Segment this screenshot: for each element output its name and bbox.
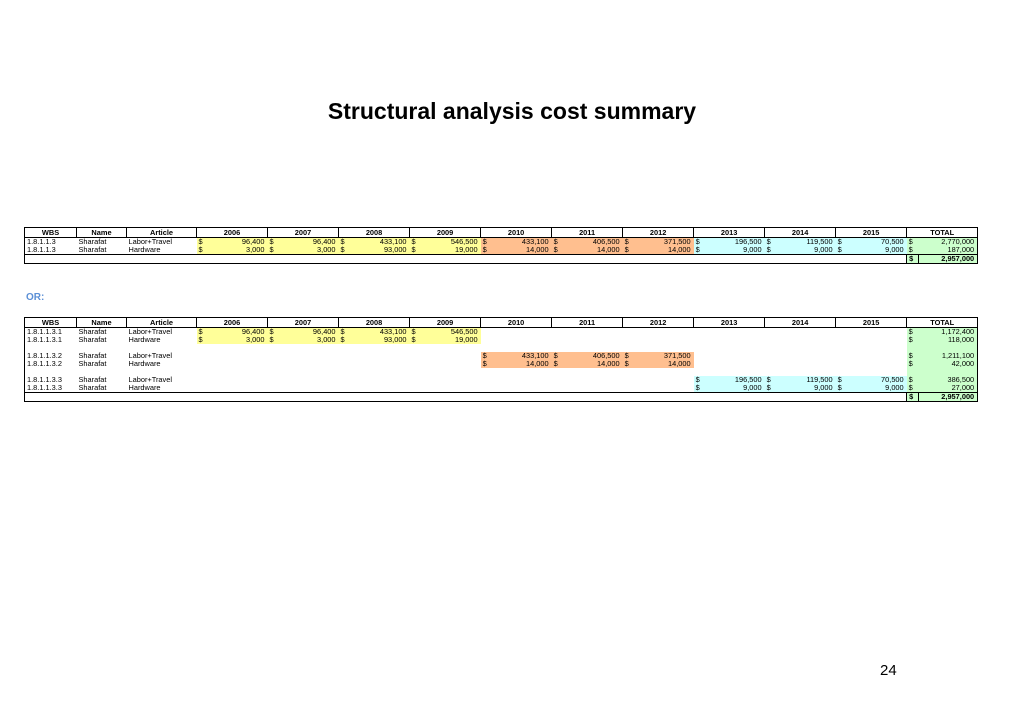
- article-cell: Labor+Travel: [128, 375, 172, 384]
- currency-cell: $: [268, 238, 280, 247]
- currency-cell: $: [694, 376, 706, 384]
- amount-cell: 9,000: [848, 384, 907, 393]
- currency-cell: $: [481, 360, 493, 368]
- currency-cell: $: [552, 238, 564, 247]
- amount-cell: 70,500: [848, 376, 907, 384]
- column-header: 2010: [481, 318, 552, 328]
- currency-cell: $: [907, 384, 919, 393]
- amount-cell: 9,000: [848, 246, 907, 255]
- currency-cell: [197, 352, 209, 360]
- table-row: [25, 238, 978, 247]
- article-cell: Labor+Travel: [128, 237, 172, 246]
- amount-cell: 546,500: [422, 328, 481, 337]
- currency-cell: [339, 352, 351, 360]
- table-row: [25, 384, 978, 393]
- currency-cell: $: [765, 238, 777, 247]
- wbs-cell: 1.8.1.1.3.2: [25, 352, 77, 360]
- column-header: 2013: [694, 318, 765, 328]
- currency-cell: [410, 352, 422, 360]
- amount-cell: [422, 384, 481, 393]
- header-row: [25, 228, 978, 238]
- currency-cell: [410, 360, 422, 368]
- amount-cell: 433,100: [351, 328, 410, 337]
- amount-cell: 119,500: [777, 376, 836, 384]
- amount-cell: [493, 376, 552, 384]
- currency-cell: $: [339, 336, 351, 344]
- column-header: 2010: [481, 228, 552, 238]
- amount-cell: [493, 328, 552, 337]
- amount-cell: 96,400: [209, 238, 268, 247]
- table-row: [25, 328, 978, 337]
- amount-cell: [706, 352, 765, 360]
- wbs-cell: 1.8.1.1.3: [25, 238, 77, 247]
- total-cell: 386,500: [919, 376, 978, 384]
- currency-cell: $: [197, 336, 209, 344]
- currency-cell: [623, 384, 635, 393]
- amount-cell: [209, 352, 268, 360]
- amount-cell: [706, 328, 765, 337]
- currency-cell: [552, 376, 564, 384]
- column-header: 2011: [552, 318, 623, 328]
- currency-cell: $: [623, 238, 635, 247]
- currency-cell: $: [552, 352, 564, 360]
- amount-cell: 196,500: [706, 376, 765, 384]
- currency-cell: $: [907, 238, 919, 247]
- amount-cell: [777, 352, 836, 360]
- currency-cell: $: [339, 328, 351, 337]
- name-cell: Sharafat: [78, 245, 107, 254]
- amount-cell: 93,000: [351, 336, 410, 344]
- column-header: 2006: [197, 228, 268, 238]
- currency-cell: $: [836, 384, 848, 393]
- or-label: OR:: [26, 292, 45, 303]
- currency-cell: $: [268, 246, 280, 255]
- table-row: [25, 336, 978, 344]
- article-cell: Hardware: [128, 359, 161, 368]
- currency-cell: [197, 376, 209, 384]
- amount-cell: 9,000: [777, 246, 836, 255]
- wbs-cell: 1.8.1.1.3.1: [25, 336, 77, 344]
- currency-cell: [481, 328, 493, 337]
- amount-cell: [635, 376, 694, 384]
- currency-cell: $: [836, 246, 848, 255]
- column-header: 2012: [623, 318, 694, 328]
- name-cell: Sharafat: [78, 383, 107, 392]
- cost-table-combined: [24, 227, 978, 264]
- amount-cell: [706, 336, 765, 344]
- currency-cell: [765, 336, 777, 344]
- name-cell: Sharafat: [78, 335, 107, 344]
- amount-cell: 406,500: [564, 352, 623, 360]
- amount-cell: 14,000: [493, 246, 552, 255]
- wbs-cell: 1.8.1.1.3.2: [25, 360, 77, 368]
- amount-cell: 433,100: [493, 352, 552, 360]
- amount-cell: [209, 376, 268, 384]
- amount-cell: 3,000: [209, 336, 268, 344]
- column-header: WBS: [25, 318, 77, 328]
- article-cell: Labor+Travel: [128, 327, 172, 336]
- amount-cell: 371,500: [635, 352, 694, 360]
- amount-cell: 14,000: [564, 246, 623, 255]
- currency-cell: $: [268, 336, 280, 344]
- amount-cell: [635, 328, 694, 337]
- column-header: Article: [127, 228, 197, 238]
- blank-cell: [25, 255, 907, 264]
- currency-cell: [197, 360, 209, 368]
- total-cell: 2,770,000: [919, 238, 978, 247]
- currency-cell: $: [481, 246, 493, 255]
- column-header: 2011: [552, 228, 623, 238]
- grand-total-row: [25, 393, 978, 402]
- currency-cell: [765, 328, 777, 337]
- currency-cell: $: [907, 352, 919, 360]
- amount-cell: [422, 376, 481, 384]
- currency-cell: $: [907, 255, 919, 264]
- currency-cell: [339, 384, 351, 393]
- amount-cell: [848, 328, 907, 337]
- column-header: 2014: [765, 318, 836, 328]
- currency-cell: $: [836, 376, 848, 384]
- cost-table-split: [24, 317, 978, 402]
- amount-cell: 70,500: [848, 238, 907, 247]
- grand-total-cell: 2,957,000: [919, 255, 978, 264]
- currency-cell: $: [765, 384, 777, 393]
- column-header: 2009: [410, 318, 481, 328]
- total-cell: 118,000: [919, 336, 978, 344]
- currency-cell: [836, 360, 848, 368]
- currency-cell: $: [623, 352, 635, 360]
- amount-cell: [848, 336, 907, 344]
- amount-cell: [706, 360, 765, 368]
- amount-cell: [635, 336, 694, 344]
- amount-cell: 14,000: [635, 360, 694, 368]
- column-header: Article: [127, 318, 197, 328]
- column-header: TOTAL: [907, 318, 978, 328]
- currency-cell: $: [197, 328, 209, 337]
- amount-cell: 14,000: [564, 360, 623, 368]
- currency-cell: [552, 328, 564, 337]
- currency-cell: $: [623, 246, 635, 255]
- currency-cell: $: [552, 360, 564, 368]
- currency-cell: [836, 336, 848, 344]
- article-cell: Hardware: [128, 335, 161, 344]
- amount-cell: [564, 328, 623, 337]
- amount-cell: 9,000: [706, 384, 765, 393]
- currency-cell: [694, 336, 706, 344]
- amount-cell: [351, 360, 410, 368]
- page-number: 24: [880, 662, 897, 679]
- amount-cell: 14,000: [493, 360, 552, 368]
- amount-cell: [280, 384, 339, 393]
- currency-cell: $: [907, 328, 919, 337]
- amount-cell: 119,500: [777, 238, 836, 247]
- currency-cell: [765, 360, 777, 368]
- amount-cell: [351, 376, 410, 384]
- amount-cell: [493, 384, 552, 393]
- amount-cell: [635, 384, 694, 393]
- amount-cell: 3,000: [280, 336, 339, 344]
- amount-cell: 96,400: [209, 328, 268, 337]
- amount-cell: [351, 352, 410, 360]
- amount-cell: 96,400: [280, 238, 339, 247]
- currency-cell: [268, 384, 280, 393]
- wbs-cell: 1.8.1.1.3.3: [25, 376, 77, 384]
- page-title: Structural analysis cost summary: [327, 98, 697, 124]
- currency-cell: [836, 352, 848, 360]
- amount-cell: 14,000: [635, 246, 694, 255]
- name-cell: Sharafat: [78, 327, 107, 336]
- column-header: 2013: [694, 228, 765, 238]
- currency-cell: $: [694, 384, 706, 393]
- currency-cell: $: [268, 328, 280, 337]
- blank-cell: [25, 393, 907, 402]
- currency-cell: $: [481, 238, 493, 247]
- amount-cell: [422, 352, 481, 360]
- amount-cell: 3,000: [209, 246, 268, 255]
- currency-cell: $: [765, 376, 777, 384]
- column-header: WBS: [25, 228, 77, 238]
- currency-cell: [836, 328, 848, 337]
- currency-cell: $: [410, 328, 422, 337]
- column-header: 2015: [836, 228, 907, 238]
- column-header: Name: [77, 228, 127, 238]
- currency-cell: [694, 360, 706, 368]
- amount-cell: [848, 352, 907, 360]
- header-row: [25, 318, 978, 328]
- amount-cell: [351, 384, 410, 393]
- grand-total-cell: 2,957,000: [919, 393, 978, 402]
- amount-cell: 433,100: [493, 238, 552, 247]
- wbs-cell: 1.8.1.1.3: [25, 246, 77, 255]
- currency-cell: [765, 352, 777, 360]
- amount-cell: 9,000: [777, 384, 836, 393]
- grand-total-row: [25, 255, 978, 264]
- currency-cell: [481, 384, 493, 393]
- currency-cell: [623, 328, 635, 337]
- amount-cell: 3,000: [280, 246, 339, 255]
- column-header: 2014: [765, 228, 836, 238]
- amount-cell: [564, 336, 623, 344]
- column-header: 2007: [268, 228, 339, 238]
- currency-cell: [197, 384, 209, 393]
- currency-cell: $: [907, 376, 919, 384]
- amount-cell: [777, 328, 836, 337]
- currency-cell: [268, 360, 280, 368]
- currency-cell: $: [694, 246, 706, 255]
- amount-cell: 96,400: [280, 328, 339, 337]
- currency-cell: [623, 376, 635, 384]
- column-header: 2006: [197, 318, 268, 328]
- amount-cell: [564, 384, 623, 393]
- amount-cell: [209, 360, 268, 368]
- currency-cell: [410, 376, 422, 384]
- currency-cell: [410, 384, 422, 393]
- currency-cell: [268, 352, 280, 360]
- amount-cell: 196,500: [706, 238, 765, 247]
- table-row: [25, 246, 978, 255]
- currency-cell: $: [907, 246, 919, 255]
- amount-cell: [280, 360, 339, 368]
- name-cell: Sharafat: [78, 375, 107, 384]
- amount-cell: [280, 376, 339, 384]
- currency-cell: [552, 336, 564, 344]
- currency-cell: $: [410, 246, 422, 255]
- currency-cell: [339, 360, 351, 368]
- article-cell: Hardware: [128, 383, 161, 392]
- name-cell: Sharafat: [78, 359, 107, 368]
- article-cell: Labor+Travel: [128, 351, 172, 360]
- currency-cell: [481, 376, 493, 384]
- currency-cell: $: [836, 238, 848, 247]
- currency-cell: $: [410, 336, 422, 344]
- currency-cell: $: [552, 246, 564, 255]
- total-cell: 42,000: [919, 360, 978, 368]
- currency-cell: $: [907, 336, 919, 344]
- column-header: 2015: [836, 318, 907, 328]
- currency-cell: $: [339, 238, 351, 247]
- total-cell: 187,000: [919, 246, 978, 255]
- currency-cell: $: [339, 246, 351, 255]
- column-header: 2007: [268, 318, 339, 328]
- amount-cell: 93,000: [351, 246, 410, 255]
- amount-cell: [209, 384, 268, 393]
- currency-cell: [623, 336, 635, 344]
- amount-cell: [493, 336, 552, 344]
- total-cell: 1,172,400: [919, 328, 978, 337]
- column-header: 2008: [339, 228, 410, 238]
- amount-cell: 371,500: [635, 238, 694, 247]
- amount-cell: [848, 360, 907, 368]
- currency-cell: $: [907, 393, 919, 402]
- amount-cell: 19,000: [422, 246, 481, 255]
- amount-cell: [777, 336, 836, 344]
- currency-cell: $: [197, 238, 209, 247]
- currency-cell: $: [197, 246, 209, 255]
- currency-cell: [481, 336, 493, 344]
- article-cell: Hardware: [128, 245, 161, 254]
- currency-cell: $: [907, 360, 919, 368]
- amount-cell: 19,000: [422, 336, 481, 344]
- column-header: 2009: [410, 228, 481, 238]
- name-cell: Sharafat: [78, 237, 107, 246]
- column-header: TOTAL: [907, 228, 978, 238]
- amount-cell: 406,500: [564, 238, 623, 247]
- currency-cell: [694, 328, 706, 337]
- currency-cell: $: [410, 238, 422, 247]
- amount-cell: [777, 360, 836, 368]
- currency-cell: [694, 352, 706, 360]
- currency-cell: $: [694, 238, 706, 247]
- amount-cell: 9,000: [706, 246, 765, 255]
- amount-cell: 433,100: [351, 238, 410, 247]
- wbs-cell: 1.8.1.1.3.1: [25, 328, 77, 337]
- currency-cell: [268, 376, 280, 384]
- currency-cell: $: [481, 352, 493, 360]
- currency-cell: $: [765, 246, 777, 255]
- amount-cell: [280, 352, 339, 360]
- currency-cell: [552, 384, 564, 393]
- currency-cell: $: [623, 360, 635, 368]
- table-row: [25, 352, 978, 360]
- name-cell: Sharafat: [78, 351, 107, 360]
- wbs-cell: 1.8.1.1.3.3: [25, 384, 77, 393]
- table-row: [25, 376, 978, 384]
- table-row: [25, 360, 978, 368]
- amount-cell: [422, 360, 481, 368]
- total-cell: 27,000: [919, 384, 978, 393]
- currency-cell: [339, 376, 351, 384]
- amount-cell: [564, 376, 623, 384]
- column-header: 2008: [339, 318, 410, 328]
- column-header: Name: [77, 318, 127, 328]
- amount-cell: 546,500: [422, 238, 481, 247]
- total-cell: 1,211,100: [919, 352, 978, 360]
- column-header: 2012: [623, 228, 694, 238]
